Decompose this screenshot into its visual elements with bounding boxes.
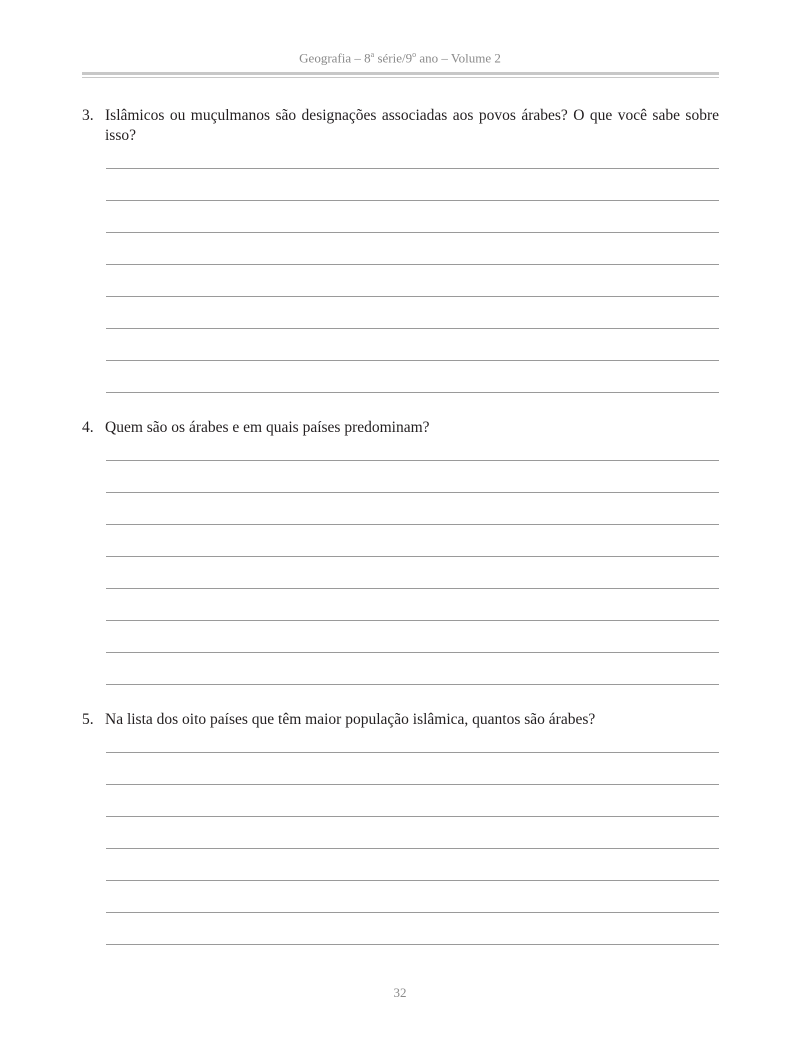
question-3 <box>82 106 719 146</box>
header-superscript: a <box>370 50 375 59</box>
answer-line[interactable] <box>106 168 719 169</box>
answer-line[interactable] <box>106 200 719 201</box>
answer-line[interactable] <box>106 816 719 817</box>
answer-line[interactable] <box>106 652 719 653</box>
question-5 <box>82 710 719 730</box>
answer-line[interactable] <box>106 232 719 233</box>
answer-line[interactable] <box>106 264 719 265</box>
header-text: ano – Volume 2 <box>416 50 501 66</box>
question-4 <box>82 418 719 438</box>
question-text: Na lista dos oito países que têm maior população islâmica, quantos são árabes? <box>105 711 596 728</box>
answer-line[interactable] <box>106 912 719 913</box>
answer-line[interactable] <box>106 328 719 329</box>
question-text: Quem são os árabes e em quais países predominam? <box>105 419 430 436</box>
header-rule <box>82 72 719 78</box>
answer-line[interactable] <box>106 524 719 525</box>
question-number: 4. <box>82 419 94 436</box>
header-text: Geografia – 8 <box>299 50 371 66</box>
answer-line[interactable] <box>106 360 719 361</box>
header-text: série/9 <box>374 50 413 66</box>
answer-line[interactable] <box>106 588 719 589</box>
answer-line[interactable] <box>106 296 719 297</box>
answer-line[interactable] <box>106 752 719 753</box>
question-number: 3. <box>82 107 94 124</box>
answer-line[interactable] <box>106 848 719 849</box>
question-text: Islâmicos ou muçulmanos são designações associadas aos povos árabes? O que você sabe sobre isso? <box>105 107 719 144</box>
header-superscript: o <box>412 50 417 59</box>
answer-line[interactable] <box>106 620 719 621</box>
answer-line[interactable] <box>106 880 719 881</box>
answer-line[interactable] <box>106 492 719 493</box>
running-header <box>0 50 800 66</box>
answer-line[interactable] <box>106 944 719 945</box>
answer-line[interactable] <box>106 784 719 785</box>
answer-line[interactable] <box>106 556 719 557</box>
question-number: 5. <box>82 711 94 728</box>
answer-line[interactable] <box>106 392 719 393</box>
page-number: 32 <box>393 985 407 1000</box>
answer-line[interactable] <box>106 460 719 461</box>
answer-line[interactable] <box>106 684 719 685</box>
